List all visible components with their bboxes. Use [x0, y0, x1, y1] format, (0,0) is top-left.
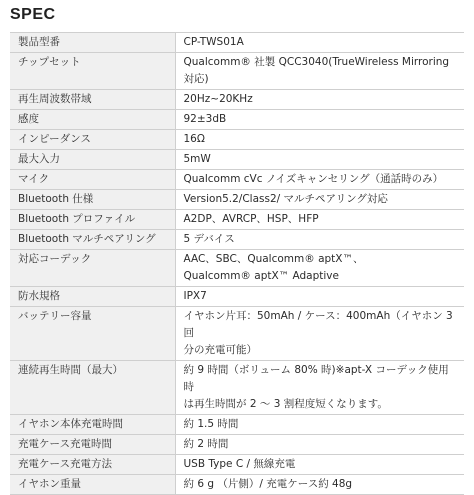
- spec-row: [10, 130, 464, 150]
- spec-value: AAC、SBC、Qualcomm® aptX™、 Qualcomm® aptX™ Adaptive: [175, 250, 464, 287]
- spec-row: [10, 230, 464, 250]
- spec-value: 5mW: [175, 150, 464, 170]
- spec-label: 対応コーデック: [10, 250, 175, 287]
- spec-label: マイク: [10, 170, 175, 190]
- spec-row: [10, 287, 464, 307]
- spec-label: 最大入力: [10, 150, 175, 170]
- spec-label: インピーダンス: [10, 130, 175, 150]
- spec-label: 製品型番: [10, 33, 175, 53]
- spec-row: [10, 250, 464, 287]
- spec-value: CP-TWS01A: [175, 33, 464, 53]
- spec-row: [10, 190, 464, 210]
- spec-label: Bluetooth 仕様: [10, 190, 175, 210]
- spec-row: [10, 150, 464, 170]
- spec-label: チップセット: [10, 53, 175, 90]
- spec-row: [10, 415, 464, 435]
- spec-value: USB Type C / 無線充電: [175, 455, 464, 475]
- spec-row: [10, 33, 464, 53]
- spec-label: イヤホン重量: [10, 475, 175, 495]
- spec-label: 再生周波数帯域: [10, 90, 175, 110]
- spec-value: Qualcomm® 社製 QCC3040(TrueWireless Mirroring 対応): [175, 53, 464, 90]
- spec-row: [10, 435, 464, 455]
- spec-value: 20Hz~20KHz: [175, 90, 464, 110]
- spec-label: Bluetooth プロファイル: [10, 210, 175, 230]
- spec-value: 約 9 時間（ボリューム 80% 時)※apt-X コーデック使用時 は再生時間が 2 ～ 3 割程度短くなります。: [175, 361, 464, 415]
- spec-row: [10, 307, 464, 361]
- spec-value: Version5.2/Class2/ マルチペアリング対応: [175, 190, 464, 210]
- spec-label: イヤホン本体充電時間: [10, 415, 175, 435]
- spec-value: A2DP、AVRCP、HSP、HFP: [175, 210, 464, 230]
- spec-label: 防水規格: [10, 287, 175, 307]
- spec-row: [10, 90, 464, 110]
- spec-label: 連続再生時間（最大）: [10, 361, 175, 415]
- spec-label: 感度: [10, 110, 175, 130]
- spec-value: 約 1.5 時間: [175, 415, 464, 435]
- spec-row: [10, 475, 464, 495]
- spec-value: 16Ω: [175, 130, 464, 150]
- spec-row: [10, 110, 464, 130]
- spec-row: [10, 53, 464, 90]
- spec-value: イヤホン片耳：50mAh / ケース：400mAh（イヤホン 3 回 分の充電可能）: [175, 307, 464, 361]
- spec-value: 92±3dB: [175, 110, 464, 130]
- spec-value: Qualcomm cVc ノイズキャンセリング（通話時のみ）: [175, 170, 464, 190]
- spec-value: 約 2 時間: [175, 435, 464, 455]
- spec-table: [10, 32, 464, 495]
- spec-label: バッテリー容量: [10, 307, 175, 361]
- spec-table-body: [10, 33, 464, 495]
- spec-label: 充電ケース充電方法: [10, 455, 175, 475]
- spec-value: 約 6 g （片側）/ 充電ケース約 48g: [175, 475, 464, 495]
- spec-label: Bluetooth マルチペアリング: [10, 230, 175, 250]
- spec-row: [10, 210, 464, 230]
- spec-row: [10, 361, 464, 415]
- spec-value: IPX7: [175, 287, 464, 307]
- spec-row: [10, 455, 464, 475]
- spec-label: 充電ケース充電時間: [10, 435, 175, 455]
- spec-title: SPEC: [10, 6, 56, 23]
- spec-value: 5 デバイス: [175, 230, 464, 250]
- spec-row: [10, 170, 464, 190]
